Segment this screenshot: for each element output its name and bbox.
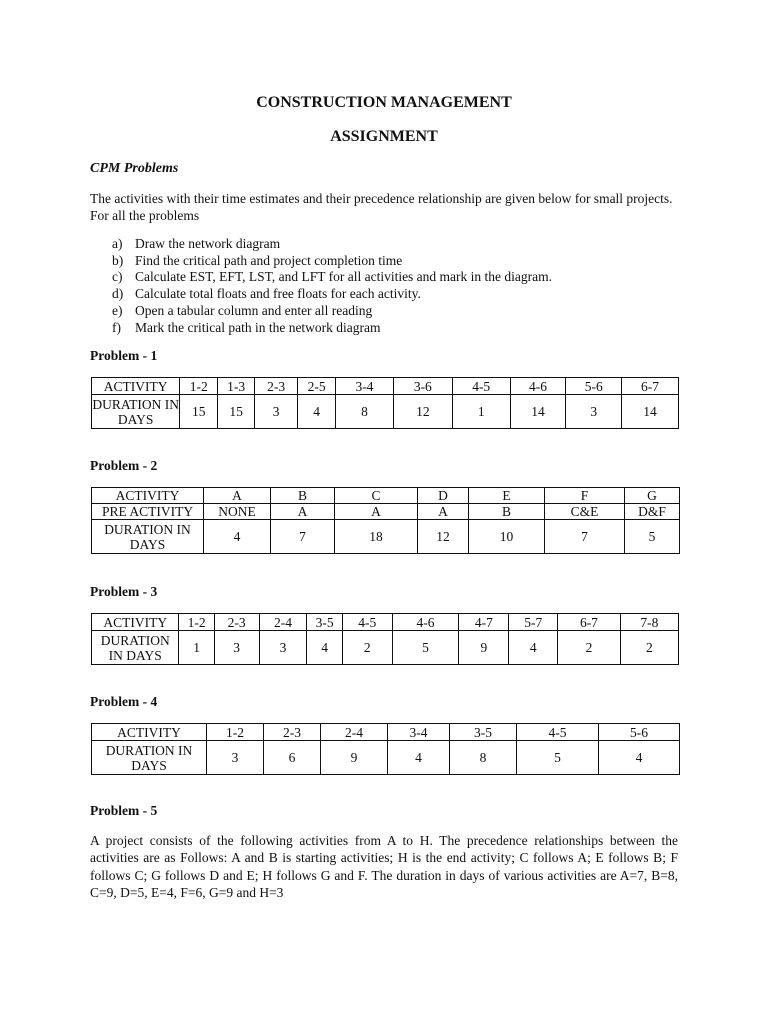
table-cell: ACTIVITY <box>92 488 204 504</box>
table-cell: 7-8 <box>620 614 678 631</box>
table-cell: 12 <box>418 520 469 554</box>
table-cell: 4-5 <box>342 614 392 631</box>
table-cell: NONE <box>204 504 271 520</box>
task-text: Calculate total floats and free floats for each activity. <box>135 286 421 302</box>
table-cell: ACTIVITY <box>92 378 180 395</box>
table-cell: G <box>625 488 680 504</box>
task-marker: c) <box>112 269 123 285</box>
table-cell: 4 <box>388 741 450 775</box>
table-cell: 4-6 <box>392 614 459 631</box>
task-marker: a) <box>112 236 123 251</box>
task-item <box>112 303 552 320</box>
document-subtitle: ASSIGNMENT <box>330 128 438 145</box>
table-row <box>92 378 679 395</box>
problem-4-table <box>91 723 680 775</box>
table-cell: 4 <box>307 631 342 665</box>
table-cell: DURATION IN DAYS <box>92 741 207 775</box>
table-cell: 5 <box>517 741 599 775</box>
table-cell: 3-6 <box>393 378 452 395</box>
table-cell: 15 <box>218 395 255 429</box>
table-cell: PRE ACTIVITY <box>92 504 204 520</box>
table-cell: C&E <box>545 504 625 520</box>
task-item <box>112 269 552 286</box>
table-cell: 4-5 <box>517 724 599 741</box>
table-cell: 5 <box>392 631 459 665</box>
table-cell: A <box>204 488 271 504</box>
table-cell: 7 <box>545 520 625 554</box>
table-row <box>92 504 680 520</box>
table-cell: DURATION IN DAYS <box>92 631 179 665</box>
table-cell: 3-5 <box>307 614 342 631</box>
table-cell: 2-3 <box>255 378 298 395</box>
table-cell: 2-3 <box>214 614 259 631</box>
task-marker: b) <box>112 252 124 268</box>
table-cell: 12 <box>393 395 452 429</box>
problem-3-table <box>91 613 679 665</box>
table-cell: 14 <box>510 395 566 429</box>
table-cell: 5-6 <box>599 724 680 741</box>
table-cell: ACTIVITY <box>92 724 207 741</box>
table-cell: 8 <box>336 395 394 429</box>
table-cell: B <box>469 504 545 520</box>
table-cell: 3 <box>259 631 307 665</box>
table-cell: 2-5 <box>298 378 336 395</box>
problem-1-heading: Problem - 1 <box>90 348 158 363</box>
table-cell: D&F <box>625 504 680 520</box>
table-cell: 6 <box>264 741 321 775</box>
table-row <box>92 395 679 429</box>
table-cell: 1-2 <box>179 614 214 631</box>
table-cell: 4-5 <box>452 378 510 395</box>
table-cell: D <box>418 488 469 504</box>
table-cell: 4 <box>204 520 271 554</box>
task-list <box>112 236 552 336</box>
task-marker: f) <box>112 319 121 335</box>
task-text: Calculate EST, EFT, LST, and LFT for all activities and mark in the diagram. <box>135 269 553 285</box>
task-text: Open a tabular column and enter all reading <box>135 302 373 318</box>
table-cell: 1-3 <box>218 378 255 395</box>
table-cell: 4 <box>298 395 336 429</box>
table-cell: 1-2 <box>207 724 264 741</box>
table-cell: 6-7 <box>558 614 620 631</box>
problem-5-heading: Problem - 5 <box>90 803 158 818</box>
table-row <box>92 520 680 554</box>
table-cell: A <box>271 504 335 520</box>
task-marker: d) <box>112 286 124 302</box>
task-marker: e) <box>112 302 123 318</box>
table-cell: 3-4 <box>388 724 450 741</box>
table-cell: 14 <box>622 395 679 429</box>
problem-2-heading: Problem - 2 <box>90 458 158 473</box>
table-cell: 4-7 <box>459 614 509 631</box>
task-item <box>112 253 552 270</box>
table-cell: 3 <box>207 741 264 775</box>
table-cell: C <box>335 488 418 504</box>
table-cell: A <box>418 504 469 520</box>
table-cell: ACTIVITY <box>92 614 179 631</box>
table-cell: 3-5 <box>450 724 517 741</box>
table-cell: 2-3 <box>264 724 321 741</box>
table-cell: 5-7 <box>509 614 558 631</box>
table-row <box>92 741 680 775</box>
table-cell: F <box>545 488 625 504</box>
table-row <box>92 724 680 741</box>
table-cell: 4 <box>509 631 558 665</box>
table-cell: B <box>271 488 335 504</box>
table-cell: 2-4 <box>321 724 388 741</box>
problem-4-heading: Problem - 4 <box>90 694 158 709</box>
task-item <box>112 286 552 303</box>
table-row <box>92 614 679 631</box>
table-cell: 2 <box>620 631 678 665</box>
table-cell: 9 <box>321 741 388 775</box>
table-cell: 3-4 <box>336 378 394 395</box>
table-cell: DURATION IN DAYS <box>92 396 179 427</box>
table-cell: 5 <box>625 520 680 554</box>
table-cell: 9 <box>459 631 509 665</box>
problem-3-heading: Problem - 3 <box>90 584 158 599</box>
table-cell: 6-7 <box>622 378 679 395</box>
table-cell: 5-6 <box>566 378 622 395</box>
table-cell: 15 <box>180 395 218 429</box>
task-item <box>112 320 552 337</box>
table-row <box>92 631 679 665</box>
table-cell: 8 <box>450 741 517 775</box>
table-cell: 1-2 <box>180 378 218 395</box>
intro-paragraph: The activities with their time estimates and their precedence relationship are given below for small projects. For all the problems <box>90 191 673 223</box>
task-text: Draw the network diagram <box>135 236 281 251</box>
table-cell: DURATION IN DAYS <box>92 520 204 554</box>
table-cell: 7 <box>271 520 335 554</box>
document-title: CONSTRUCTION MANAGEMENT <box>256 94 512 111</box>
table-cell: 2 <box>342 631 392 665</box>
table-cell: A <box>335 504 418 520</box>
table-cell: E <box>469 488 545 504</box>
section-heading: CPM Problems <box>90 161 179 176</box>
table-cell: 4-6 <box>510 378 566 395</box>
task-item <box>112 236 552 253</box>
table-cell: 2 <box>558 631 620 665</box>
task-text: Find the critical path and project completion time <box>135 252 403 268</box>
table-cell: 10 <box>469 520 545 554</box>
problem-1-table <box>91 377 679 429</box>
table-cell: 18 <box>335 520 418 554</box>
table-cell: 3 <box>255 395 298 429</box>
problem-5-text: A project consists of the following activities from A to H. The precedence relationships between the activities are as Follows: A and B is starting activities; H is the end activity; C follows A; E follows B; F follows C; G follows D and E; H follows G and F. The duration in days of various activities are A=7, B=8, C=9, D=5, E=4, F=6, G=9 and H=3 <box>90 833 678 900</box>
task-text: Mark the critical path in the network diagram <box>135 319 381 335</box>
table-cell: 2-4 <box>259 614 307 631</box>
problem-2-table <box>91 487 680 554</box>
table-cell: 4 <box>599 741 680 775</box>
table-cell: 1 <box>452 395 510 429</box>
table-cell: 3 <box>566 395 622 429</box>
table-row <box>92 488 680 504</box>
table-cell: 1 <box>179 631 214 665</box>
table-cell: 3 <box>214 631 259 665</box>
